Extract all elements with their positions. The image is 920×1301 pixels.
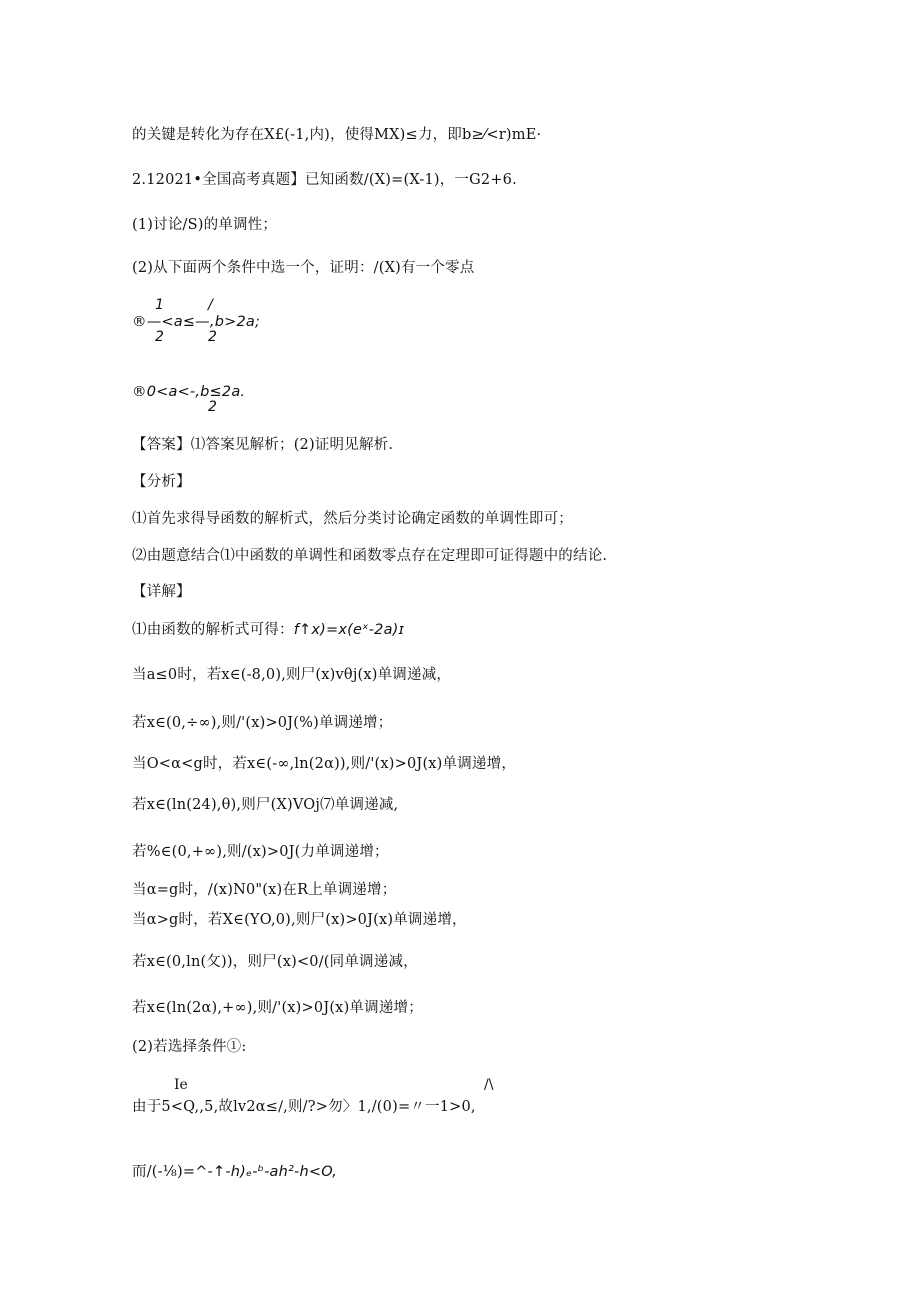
detail-heading: 【详解】 [132, 584, 191, 600]
cond1-numerator-a: 1 [155, 297, 164, 313]
last-line-formula: ^-↑-h)ₑ-ᵇ-ah²-h<O, [195, 1164, 338, 1180]
condition-2: ®0<a<-,b≤2a. [132, 384, 246, 400]
detail-1 [132, 620, 404, 640]
cond1-numerator-b: / [208, 297, 213, 313]
derivative-formula: f↑x)=x(eˣ-2a)ɪ [293, 622, 405, 638]
question-header: 2.12021•全国高考真题】已知函数/(X)=(X-1)，一G2+6. [132, 172, 517, 188]
case-line-9: 若x∈(ln(2α),+∞),则/'(x)>0J(x)单调递增； [132, 1000, 423, 1016]
last-line [132, 1162, 337, 1182]
condition-1: ®—<a≤—,b>2a; [132, 314, 261, 330]
cond1-denominator-b: 2 [208, 329, 217, 345]
cond1-denominator-a: 2 [155, 329, 164, 345]
question-part-1: (1)讨论/S)的单调性； [132, 217, 278, 233]
case-line-4: 若x∈(ln(24),θ),则尸(X)VOj⑺单调递减, [132, 797, 399, 813]
analysis-2: ⑵由题意结合⑴中函数的单调性和函数零点存在定理即可证得题中的结论. [132, 548, 608, 564]
case-line-5: 若%∈(0,+∞),则/(x)>0J(力单调递增； [132, 844, 389, 860]
case-line-8: 若x∈(0,ln(攵))，则尸(x)<0∕(同单调递减， [132, 954, 418, 970]
analysis-1: ⑴首先求得导函数的解析式，然后分类讨论确定函数的单调性即可； [132, 511, 573, 527]
paren-mark: /\ [484, 1077, 494, 1093]
case-line-1: 当a≤0时，若x∈(-8,0),则尸(x)vθj(x)单调递减， [132, 667, 452, 683]
case-line-6: 当α=g时，/(x)N0"(x)在R上单调递增； [132, 882, 397, 898]
part-2-line: 由于5<Q,,5,故lv2α≤∕,则/?>勿〉1,/(0)=〃一1>0, [132, 1099, 476, 1115]
case-line-7: 当α>g时，若X∈(YO,0),则尸(x)>0J(x)单调递增， [132, 912, 467, 928]
text-line-1: 的关键是转化为存在X£(-1,内)，使得MX)≤力，即b≥⁄<r)mE· [132, 127, 542, 143]
detail-1-text: ⑴由函数的解析式可得： [132, 622, 294, 638]
part-2-heading: (2)若选择条件①: [132, 1039, 247, 1055]
analysis-heading: 【分析】 [132, 474, 191, 490]
case-line-2: 若x∈(0,÷∞),则/'(x)>0J(%)单调递增； [132, 715, 393, 731]
last-line-prefix: 而/(-⅛)= [132, 1164, 196, 1180]
answer-line: 【答案】⑴答案见解析；(2)证明见解析. [132, 437, 394, 453]
case-line-3: 当O<α<g时，若x∈(-∞,ln(2α)),则/'(x)>0J(x)单调递增， [132, 756, 517, 772]
question-part-2: (2)从下面两个条件中选一个，证明：/(X)有一个零点 [132, 260, 475, 276]
superscript-le: Ie [174, 1077, 188, 1093]
cond2-denominator: 2 [208, 399, 217, 415]
